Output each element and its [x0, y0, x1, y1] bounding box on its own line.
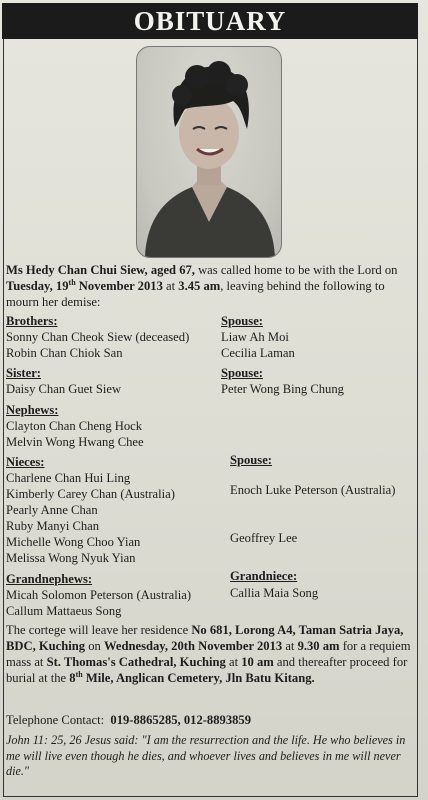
spouse-name: Peter Wong Bing Chung: [221, 382, 344, 396]
grandnephews-heading: Grandnephews:: [6, 572, 93, 586]
grandniece-name: Callia Maia Song: [230, 586, 319, 600]
nephews-heading: Nephews:: [6, 403, 59, 417]
niece-name: Ruby Manyi Chan: [6, 519, 100, 533]
spouse-name: Liaw Ah Moi: [221, 330, 289, 344]
intro-paragraph: [6, 262, 416, 310]
mass-time: 10 am: [241, 655, 274, 669]
telephone-label: Telephone Contact:: [6, 713, 105, 727]
cortege-paragraph: The cortege will leave her residence No 681, Lorong A4, Taman Satria Jaya, BDC, Kuching on Wednesday, 20th November 2013 at 9.30 am for a requiem mass at St. Thomas's Cathedral, Kuching at 10 am and thereafter proceed for burial at the 8th Mile, Anglican Cemetery, Jln Batu Kitang.: [6, 623, 411, 685]
intro-text-2: at: [162, 279, 179, 293]
intro-text-3: , leaving behind the following to mourn her demise:: [6, 279, 385, 309]
spouse-name: Geoffrey Lee: [230, 531, 298, 545]
residence-address: No 681, Lorong A4, Taman Satria Jaya, BDC, Kuching: [6, 623, 404, 653]
grandnephew-name: Callum Mattaeus Song: [6, 604, 122, 618]
death-time: 3.45 am: [178, 279, 221, 293]
grandnephew-name: Micah Solomon Peterson (Australia): [6, 588, 192, 602]
nephew-name: Melvin Wong Hwang Chee: [6, 435, 144, 449]
burial-place: 8th Mile, Anglican Cemetery, Jln Batu Kitang.: [69, 669, 315, 685]
church-name: St. Thomas's Cathedral, Kuching: [46, 655, 226, 669]
nephew-name: Clayton Chan Cheng Hock: [6, 419, 143, 433]
deceased-name: Ms Hedy Chan Chui Siew, aged 67,: [6, 263, 195, 277]
portrait-photo: [136, 46, 282, 258]
brothers-spouse-heading: Spouse:: [221, 314, 263, 328]
telephone-numbers: 019-8865285, 012-8893859: [110, 713, 252, 727]
brother-name: Sonny Chan Cheok Siew (deceased): [6, 330, 190, 344]
sister-name: Daisy Chan Guet Siew: [6, 382, 122, 396]
sister-heading: Sister:: [6, 366, 41, 380]
niece-name: Melissa Wong Nyuk Yian: [6, 551, 136, 565]
spouse-name: Enoch Luke Peterson (Australia): [230, 483, 396, 497]
bible-verse: John 11: 25, 26 Jesus said: "I am the resurrection and the life. He who believes in me will live even though he dies, and whoever lives and believes in me will never die.": [6, 733, 406, 778]
nieces-spouse-heading: Spouse:: [230, 453, 272, 467]
spouse-name: Cecilia Laman: [221, 346, 295, 360]
niece-name: Pearly Anne Chan: [6, 503, 98, 517]
sister-spouse-heading: Spouse:: [221, 366, 263, 380]
brother-name: Robin Chan Chiok San: [6, 346, 123, 360]
brothers-heading: Brothers:: [6, 314, 58, 328]
niece-name: Kimberly Carey Chan (Australia): [6, 487, 175, 501]
nieces-heading: Nieces:: [6, 455, 45, 469]
niece-name: Michelle Wong Choo Yian: [6, 535, 141, 549]
obituary-title: OBITUARY: [2, 3, 418, 39]
intro-text-1: was called home to be with the Lord on: [194, 263, 398, 277]
portrait-illustration: [137, 47, 281, 257]
cortege-time: 9.30 am: [297, 639, 340, 653]
death-date: Tuesday, 19th November 2013: [6, 277, 163, 293]
telephone-contact: [6, 712, 251, 728]
cortege-date: Wednesday, 20th November 2013: [103, 639, 283, 653]
niece-name: Charlene Chan Hui Ling: [6, 471, 131, 485]
grandniece-heading: Grandniece:: [230, 569, 298, 583]
